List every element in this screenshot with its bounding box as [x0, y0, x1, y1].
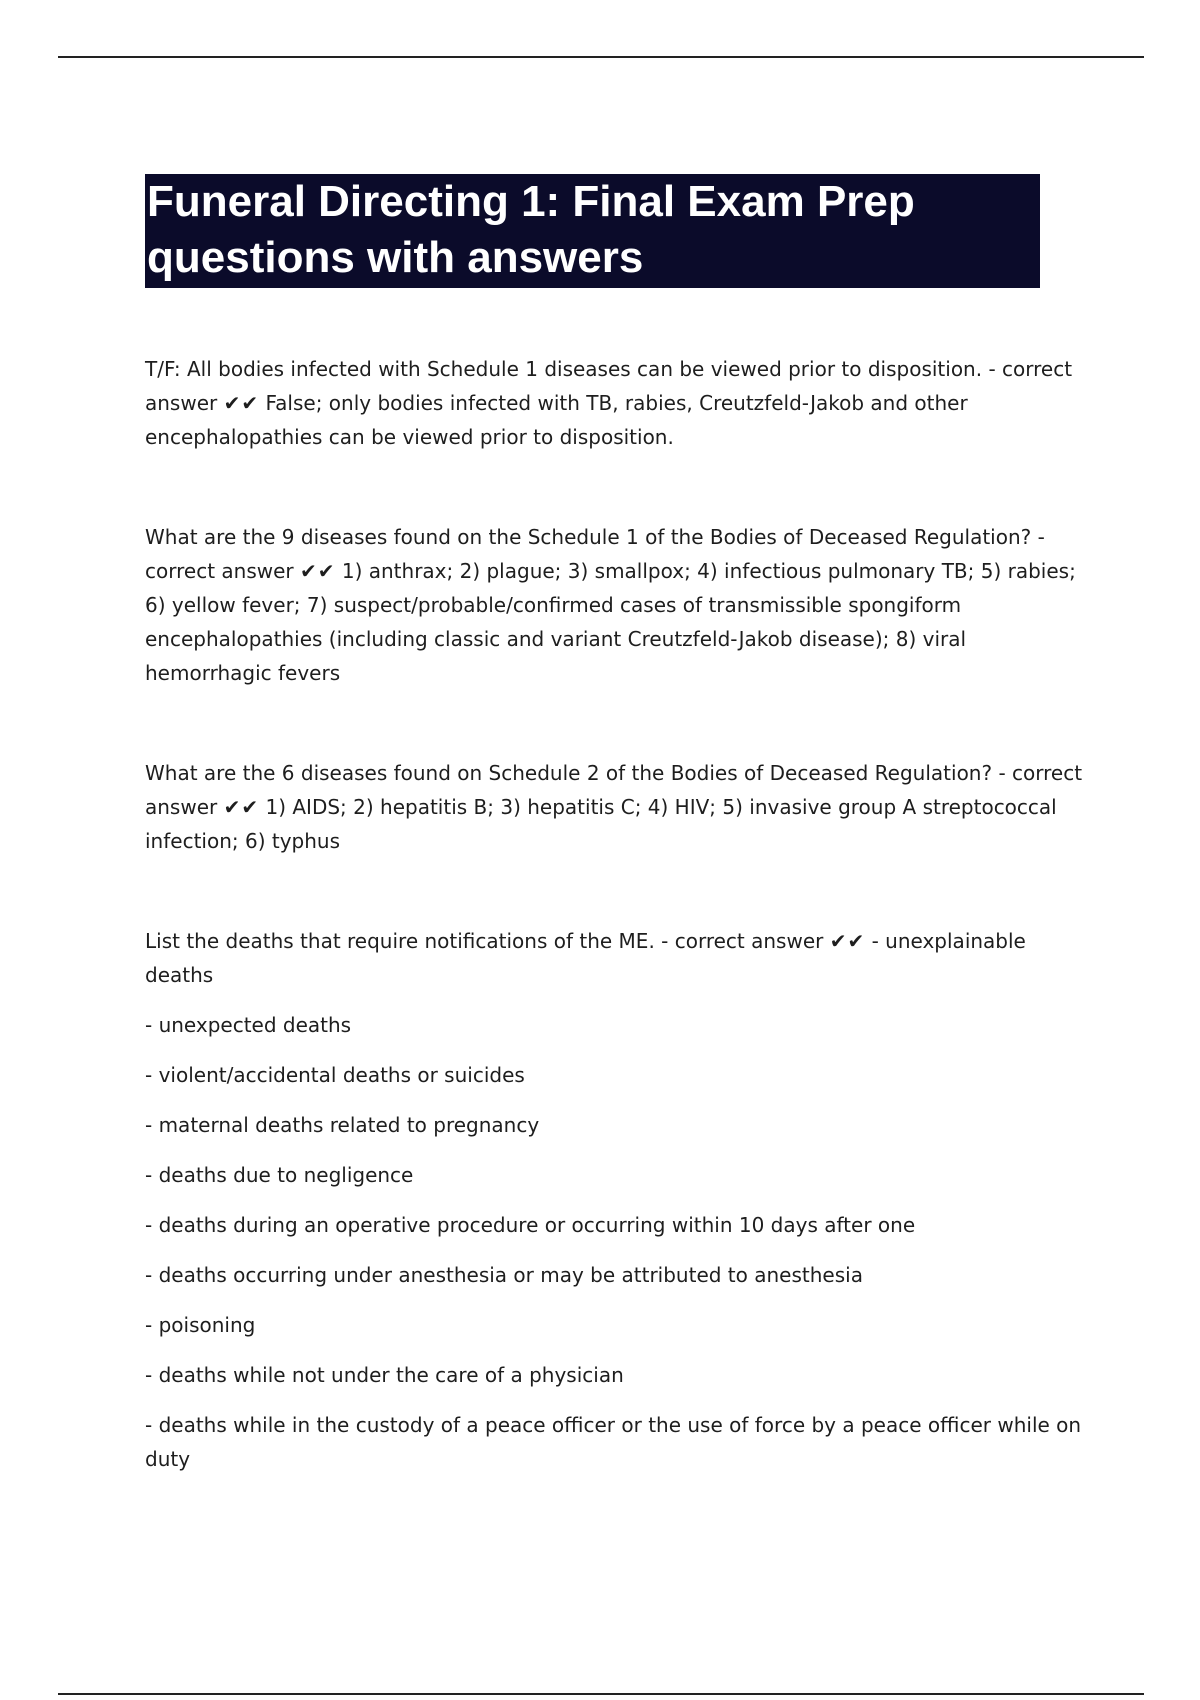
header-rule	[58, 56, 1144, 58]
check-marks: ✔✔	[223, 391, 260, 415]
list-item: - violent/accidental deaths or suicides	[145, 1063, 525, 1087]
question-text: What are the 9 diseases found on the Schedule 1 of the Bodies of Deceased Regulation? - correct answer	[145, 525, 1045, 583]
list-item: - deaths occurring under anesthesia or may be attributed to anesthesia	[145, 1263, 863, 1287]
footer-rule	[58, 1693, 1144, 1695]
list-item: - unexpected deaths	[145, 1013, 352, 1037]
check-marks: ✔✔	[223, 795, 260, 819]
document-title: Funeral Directing 1: Final Exam Prep questions with answers	[145, 174, 1040, 288]
list-item: - maternal deaths related to pregnancy	[145, 1113, 540, 1137]
list-item: - poisoning	[145, 1313, 256, 1337]
qa-item	[145, 520, 1095, 690]
qa-item	[145, 924, 1095, 1476]
qa-item	[145, 352, 1095, 454]
question-text: What are the 6 diseases found on Schedule 2 of the Bodies of Deceased Regulation? - correct answer	[145, 761, 1083, 819]
list-item: - deaths while in the custody of a peace officer or the use of force by a peace officer while on duty	[145, 1413, 1082, 1471]
list-item: - deaths due to negligence	[145, 1163, 414, 1187]
check-marks: ✔✔	[299, 559, 336, 583]
qa-content	[145, 352, 1095, 1476]
check-marks: ✔✔	[829, 929, 866, 953]
qa-lead	[145, 924, 1095, 992]
question-text: T/F: All bodies infected with Schedule 1 diseases can be viewed prior to disposition. - correct answer	[145, 357, 1073, 415]
answer-text: 1) AIDS; 2) hepatitis B; 3) hepatitis C; 4) HIV; 5) invasive group A streptococcal infection; 6) typhus	[145, 795, 1057, 853]
question-text: List the deaths that require notifications of the ME. - correct answer	[145, 929, 824, 953]
answer-text: - unexplainable deaths	[145, 929, 1026, 987]
qa-item	[145, 756, 1095, 858]
list-item: - deaths during an operative procedure or occurring within 10 days after one	[145, 1213, 916, 1237]
list-item: - deaths while not under the care of a physician	[145, 1363, 624, 1387]
answer-text: 1) anthrax; 2) plague; 3) smallpox; 4) infectious pulmonary TB; 5) rabies; 6) yellow fever; 7) suspect/probable/confirmed cases of transmissible spongiform encephalopathies (including classic and variant Creutzfeld-Jakob disease); 8) viral hemorrhagic fevers	[145, 559, 1076, 685]
answer-text: False; only bodies infected with TB, rabies, Creutzfeld-Jakob and other encephalopathies can be viewed prior to disposition.	[145, 391, 968, 449]
